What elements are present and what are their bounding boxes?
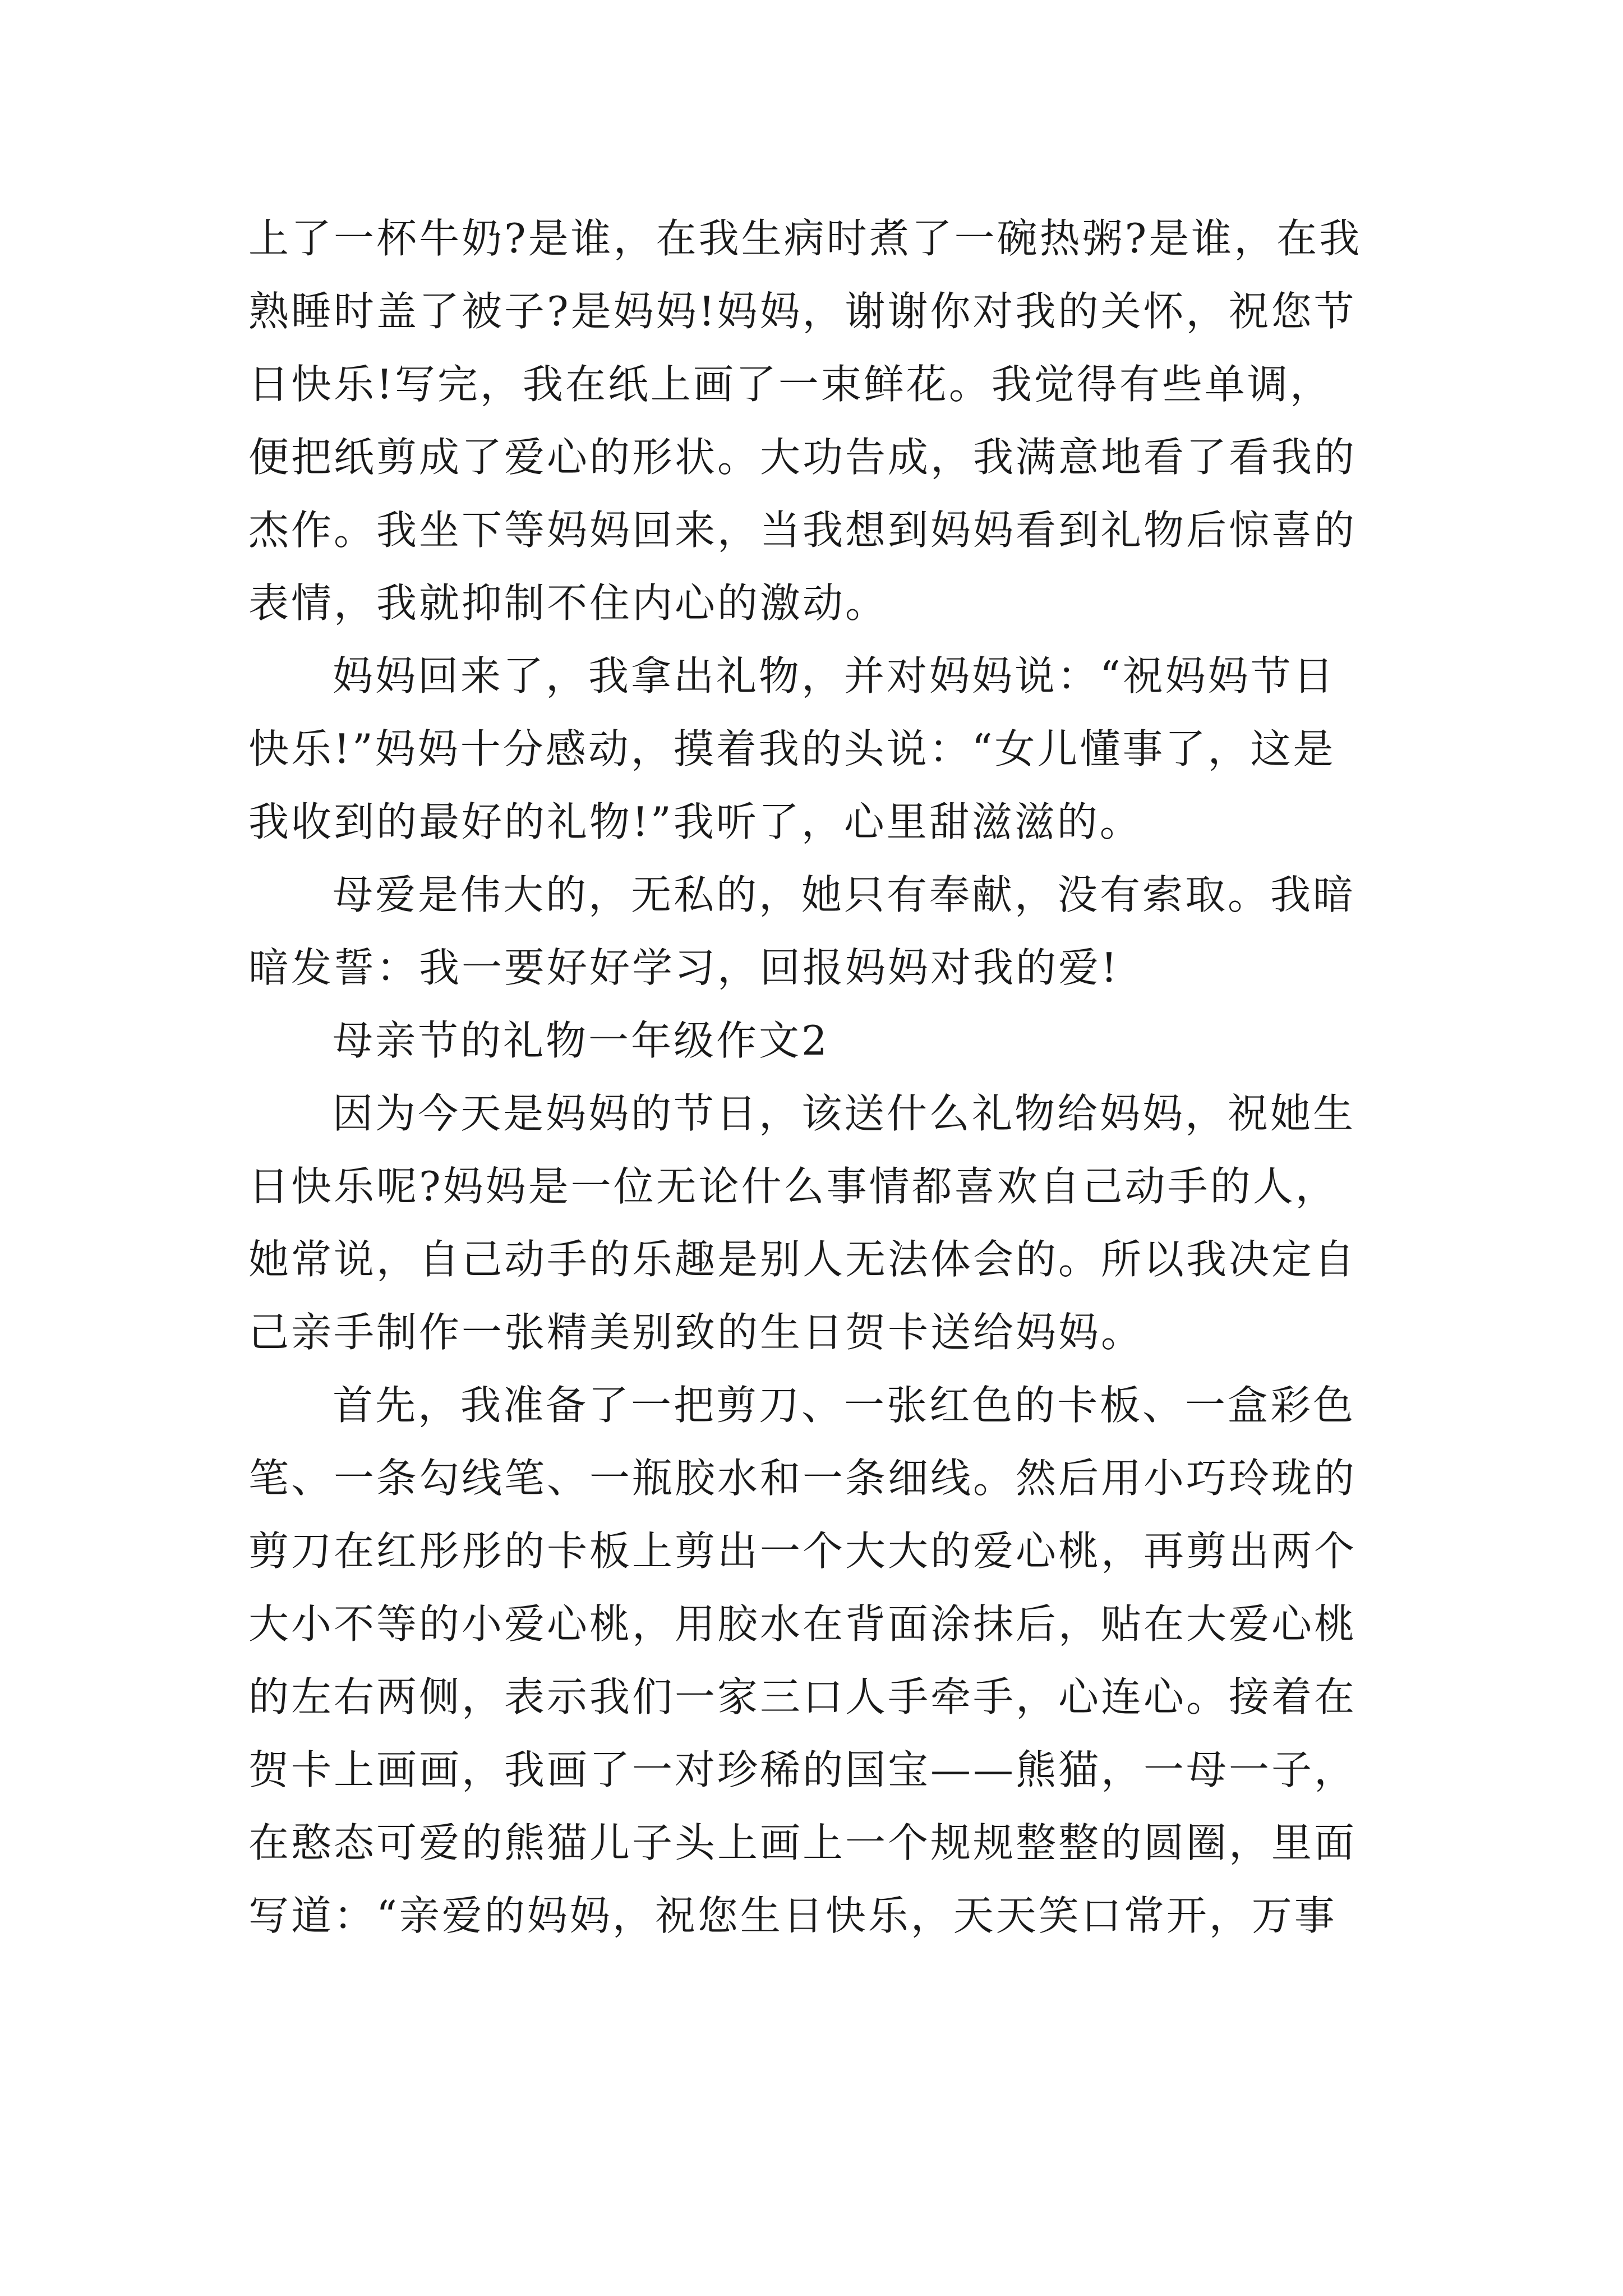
text-line: 剪刀在红彤彤的卡板上剪出一个大大的爱心桃，再剪出两个 <box>248 1527 1357 1575</box>
text-line: 杰作。我坐下等妈妈回来，当我想到妈妈看到礼物后惊喜的 <box>248 507 1357 554</box>
text-line: 日快乐呢?妈妈是一位无论什么事情都喜欢自己动手的人， <box>248 1163 1338 1210</box>
paragraph-first-line: 妈妈回来了，我拿出礼物，并对妈妈说：“祝妈妈节日 <box>333 652 1336 700</box>
section-title: 母亲节的礼物一年级作文2 <box>333 1017 829 1064</box>
text-line: 熟睡时盖了被子?是妈妈!妈妈，谢谢你对我的关怀，祝您节 <box>248 288 1357 335</box>
text-line: 写道：“亲爱的妈妈，祝您生日快乐，天天笑口常开，万事 <box>248 1892 1337 1939</box>
text-line: 她常说，自己动手的乐趣是别人无法体会的。所以我决定自 <box>248 1236 1357 1283</box>
text-line: 上了一杯牛奶?是谁，在我生病时煮了一碗热粥?是谁，在我 <box>248 215 1362 262</box>
paragraph-first-line: 因为今天是妈妈的节日，该送什么礼物给妈妈，祝她生 <box>333 1090 1356 1137</box>
text-line: 在憨态可爱的熊猫儿子头上画上一个规规整整的圆圈，里面 <box>248 1819 1357 1866</box>
text-line: 表情，我就抑制不住内心的激动。 <box>248 579 888 627</box>
paragraph-first-line: 首先，我准备了一把剪刀、一张红色的卡板、一盒彩色 <box>333 1382 1356 1429</box>
document-body <box>248 202 1381 1952</box>
text-line: 快乐!”妈妈十分感动，摸着我的头说：“女儿懂事了，这是 <box>248 725 1336 772</box>
text-line: 贺卡上画画，我画了一对珍稀的国宝——熊猫，一母一子， <box>248 1746 1357 1793</box>
text-line: 的左右两侧，表示我们一家三口人手牵手，心连心。接着在 <box>248 1673 1357 1720</box>
text-line: 己亲手制作一张精美别致的生日贺卡送给妈妈。 <box>248 1309 1144 1356</box>
text-line: 大小不等的小爱心桃，用胶水在背面涂抹后，贴在大爱心桃 <box>248 1600 1357 1648</box>
text-line: 日快乐!写完，我在纸上画了一束鲜花。我觉得有些单调， <box>248 361 1332 408</box>
text-line: 便把纸剪成了爱心的形状。大功告成，我满意地看了看我的 <box>248 434 1357 481</box>
text-line: 暗发誓：我一要好好学习，回报妈妈对我的爱! <box>248 944 1119 991</box>
paragraph-first-line: 母爱是伟大的，无私的，她只有奉献，没有索取。我暗 <box>333 871 1356 918</box>
text-line: 我收到的最好的礼物!”我听了，心里甜滋滋的。 <box>248 798 1142 845</box>
text-line: 笔、一条勾线笔、一瓶胶水和一条细线。然后用小巧玲珑的 <box>248 1455 1357 1502</box>
